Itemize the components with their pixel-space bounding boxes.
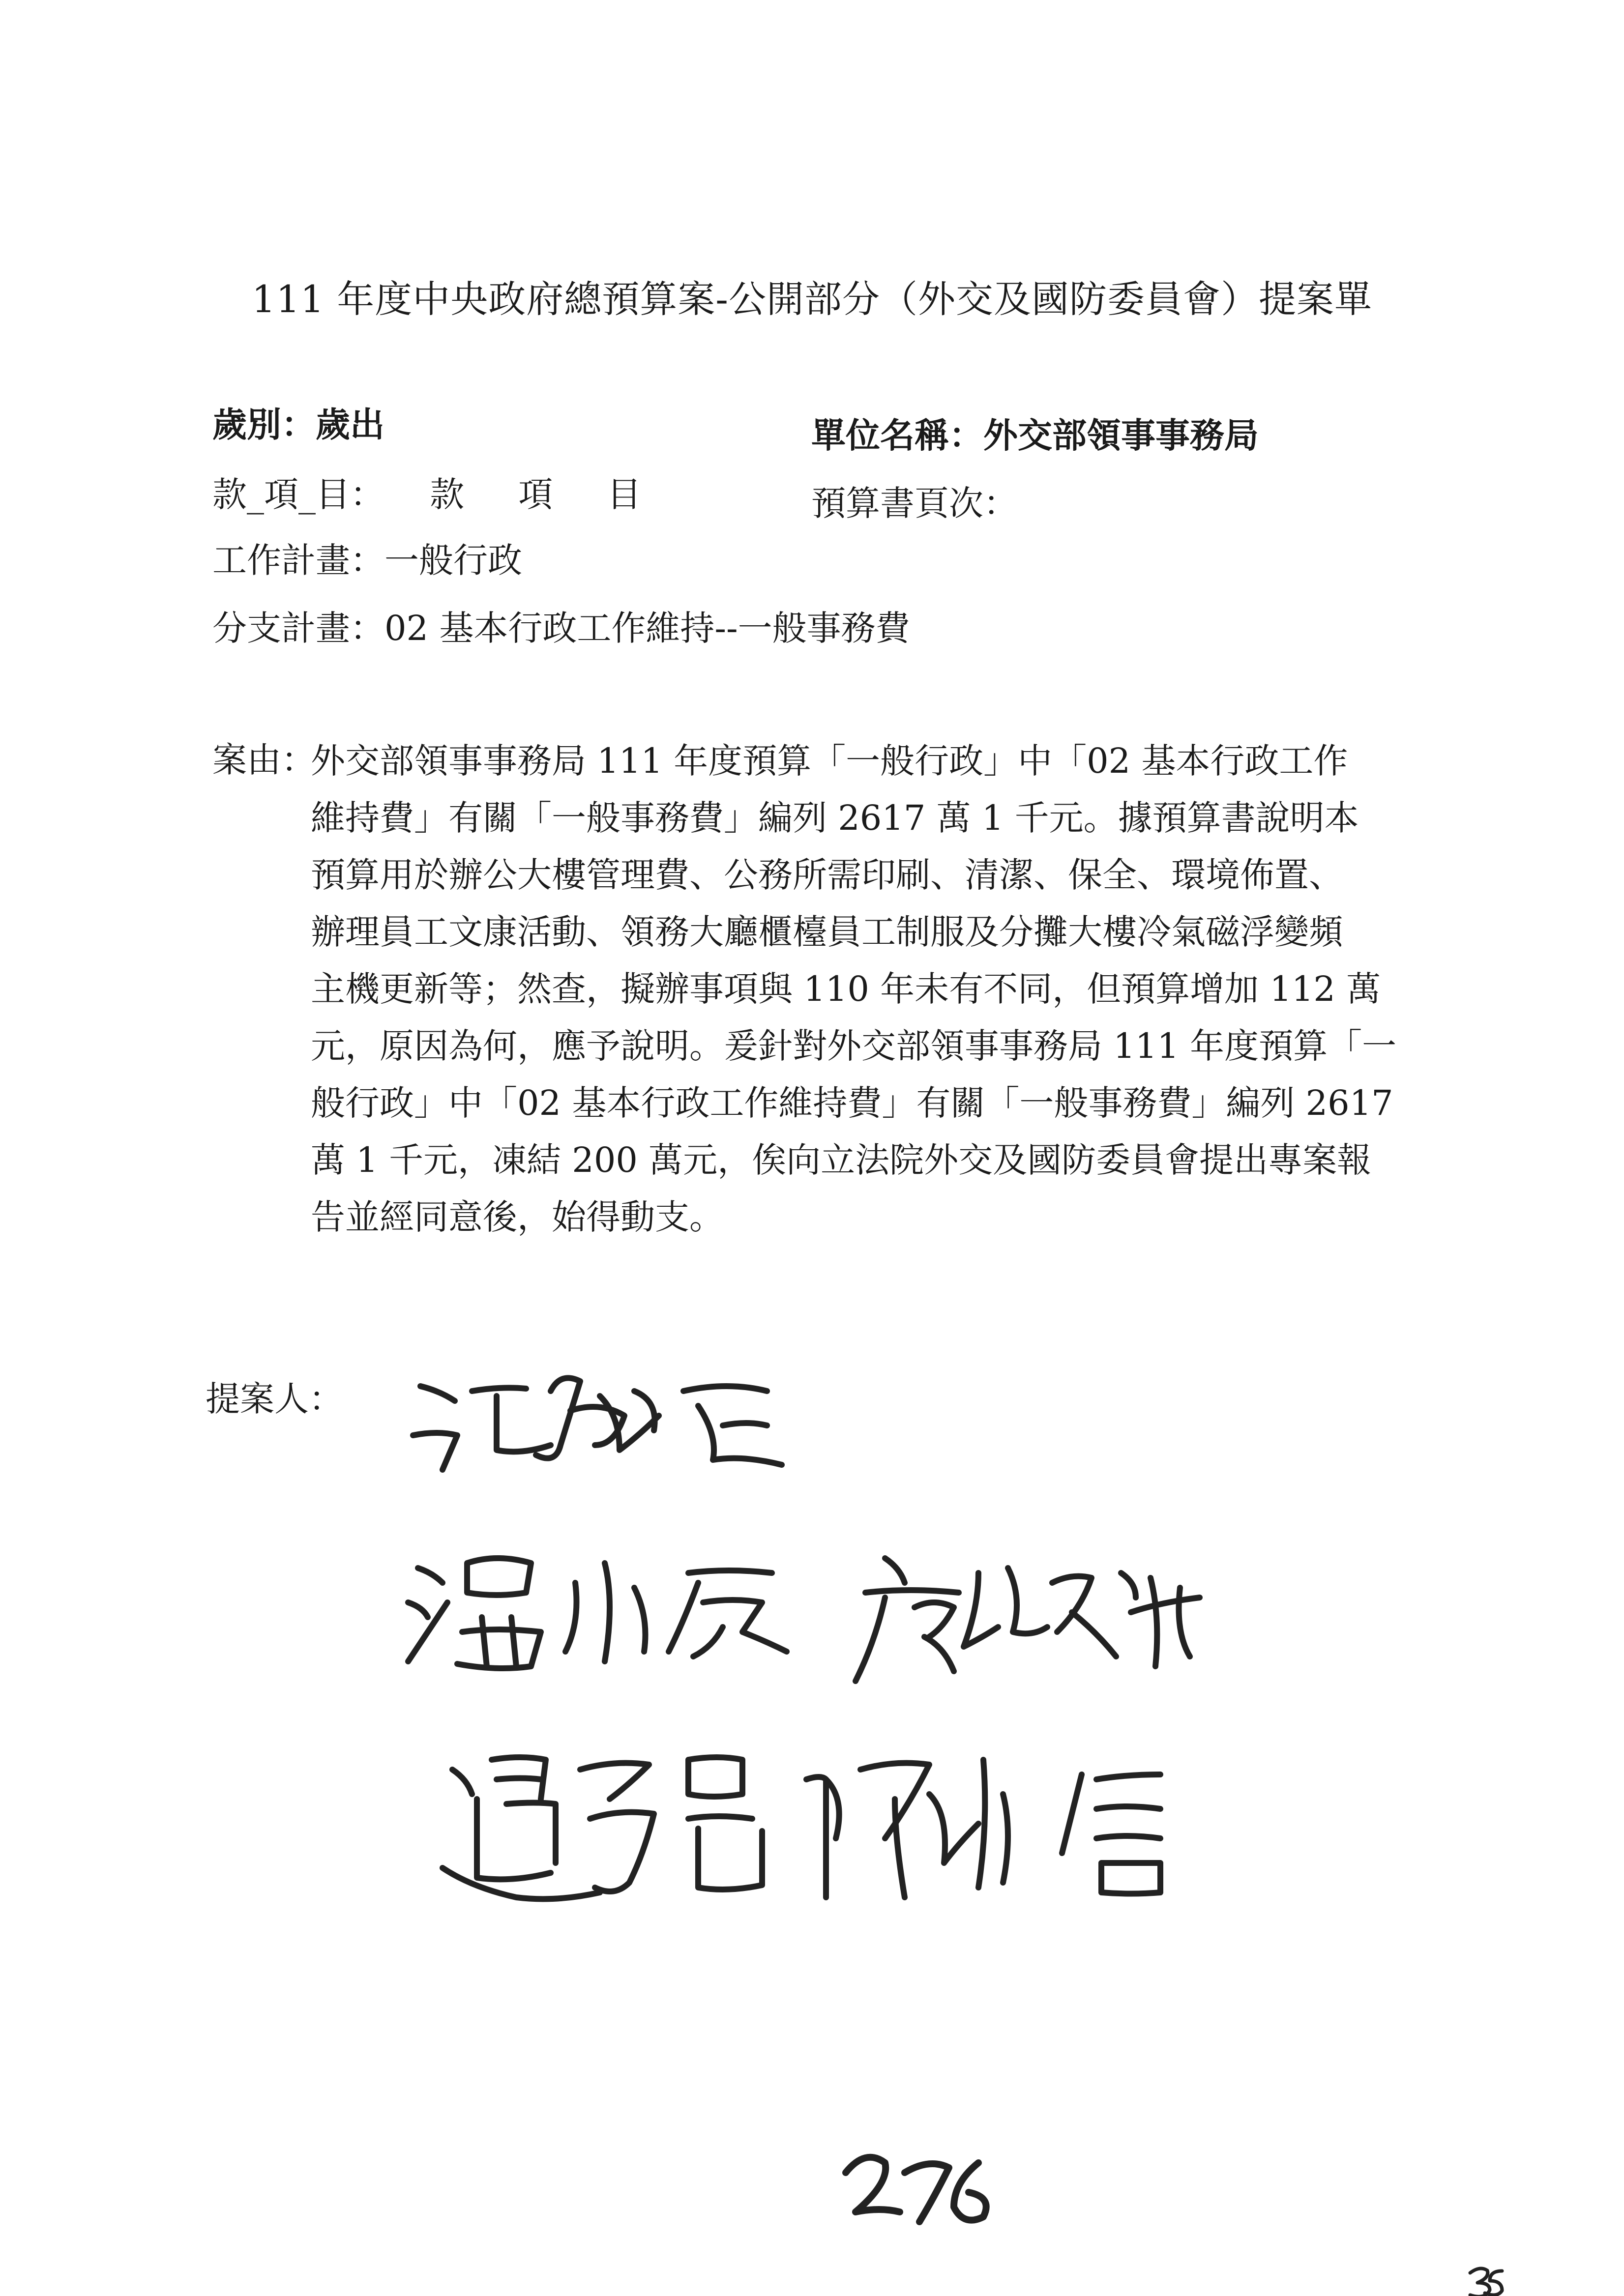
proposer-label: 提案人： [206,1379,343,1419]
kind-row [212,397,384,447]
unit-row [811,408,1259,458]
reason-body [311,732,1396,1246]
page-row [811,476,1018,525]
reason-line: 辦理員工文康活動、領務大廳櫃檯員工制服及分攤大樓冷氣磁浮變頻 [311,912,1343,952]
signature-2 [408,1558,787,1668]
kind-value: 歲出 [316,404,384,445]
branch-value: 02 基本行政工作維持--一般事務費 [384,608,910,648]
kind-label: 歲別： [212,404,316,445]
signature-4 [443,1757,762,1899]
page-label: 預算書頁次： [811,483,1018,523]
handwritten-page-number [846,2157,986,2222]
branch-row [212,601,910,650]
reason-label: 案由： [212,740,316,780]
unit-value: 外交部領事事務局 [983,415,1259,456]
unit-label: 單位名稱： [811,415,983,456]
plan-row [212,533,522,582]
reason-line: 主機更新等；然查，擬辦事項與 110 年未有不同，但預算增加 112 萬 [311,969,1381,1009]
item-label: 款_項_目： [212,474,384,515]
plan-value: 一般行政 [384,540,522,581]
item-row [212,467,695,517]
reason-line: 萬 1 千元，凍結 200 萬元，俟向立法院外交及國防委員會提出專案報 [311,1140,1372,1180]
item-values [430,474,695,515]
signature-1 [413,1378,782,1470]
plan-label: 工作計畫： [212,540,384,581]
item-value-mu: 目 [607,474,642,515]
reason-line: 元，原因為何，應予說明。爰針對外交部領事事務局 111 年度預算「一 [311,1026,1397,1066]
item-value-kuan: 款 [430,474,465,515]
signature-3 [856,1558,1200,1681]
branch-label: 分支計畫： [212,608,384,648]
reason-line: 預算用於辦公大樓管理費、公務所需印刷、清潔、保全、環境佈置、 [311,855,1343,895]
signature-5 [806,1760,1160,1897]
reason-line: 外交部領事事務局 111 年度預算「一般行政」中「02 基本行政工作 [311,741,1348,781]
reason-line: 般行政」中「02 基本行政工作維持費」有關「一般事務費」編列 2617 [311,1083,1393,1123]
document-title: 111 年度中央政府總預算案-公開部分（外交及國防委員會）提案單 [252,277,1372,321]
item-value-xiang: 項 [518,474,553,515]
reason-line: 告並經同意後，始得動支。 [311,1197,724,1237]
handwritten-corner-mark [1470,2268,1502,2296]
reason-line: 維持費」有關「一般事務費」編列 2617 萬 1 千元。據預算書說明本 [311,798,1359,838]
